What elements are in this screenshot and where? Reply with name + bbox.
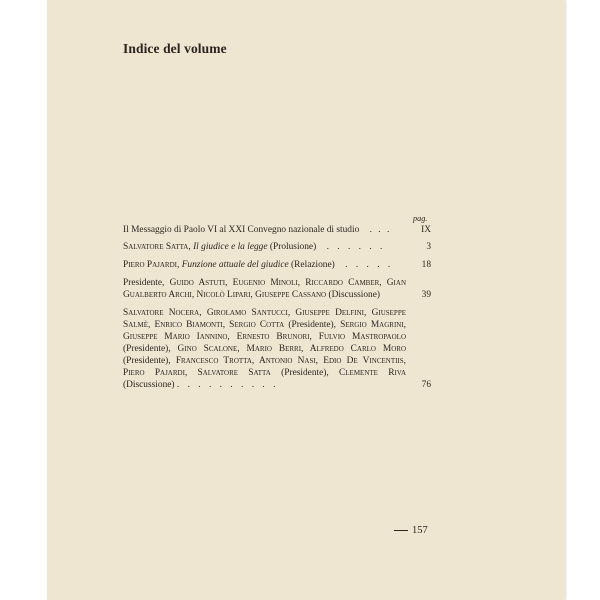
page-folio: [394, 525, 428, 536]
entry-text: Il Messaggio di Paolo VI al XXI Convegno nazionale di studio: [123, 225, 360, 235]
page-column-label: pag.: [413, 214, 428, 223]
entry-title: Il giudice e la legge: [193, 242, 268, 252]
entry-role: (Presidente),: [281, 368, 329, 378]
entry-names: Salvatore Nocera, Girolamo Santucci, Giuseppe Delfini, Giuseppe Salmè, Enrico Biamonti, Sergio Cotta: [123, 308, 406, 330]
entry-role: (Presidente),: [123, 356, 171, 366]
entry-lead: Presidente,: [123, 278, 165, 288]
leader-dots: . . . . . . . . . .: [176, 380, 279, 390]
entry-author: Salvatore Satta,: [123, 242, 191, 252]
folio-number: 157: [412, 525, 428, 536]
toc-entry: [123, 277, 431, 301]
entry-note: (Discussione): [328, 290, 381, 300]
entry-names: Sergio Magrini, Giuseppe Mario Iannino, Ernesto Brunori, Fulvio Mastropaolo: [123, 320, 407, 342]
page-number: 39: [421, 290, 431, 300]
entry-note: (Discussione): [123, 380, 175, 390]
entry-names: Francesco Trotta, Antonio Nasi, Edio De Vincentiis, Piero Pajardi, Salvatore Satta: [123, 356, 406, 378]
toc-entry: [123, 307, 431, 391]
toc-entry: [123, 241, 431, 253]
entry-role: (Presidente),: [123, 344, 171, 354]
toc-entry: [123, 259, 431, 271]
entry-note: (Prolusione): [269, 242, 317, 252]
page-number: 18: [421, 260, 431, 270]
entry-names: Gino Scalone, Mario Berri, Alfredo Carlo Moro: [177, 344, 407, 354]
page-title: Indice del volume: [123, 41, 227, 56]
page-number: IX: [421, 225, 431, 235]
page-number: 3: [426, 242, 431, 252]
entry-names: Clemente Riva: [339, 368, 407, 378]
page-number: 76: [421, 380, 431, 390]
entry-role: (Presidente),: [288, 320, 336, 330]
entry-note: (Relazione): [291, 260, 335, 270]
entry-title: Funzione attuale del giudice: [181, 260, 289, 270]
table-of-contents: [123, 224, 431, 394]
leader-dots: . . . . . .: [326, 242, 386, 252]
entry-author: Piero Pajardi,: [123, 260, 180, 270]
folio-dash: [394, 530, 408, 531]
leader-dots: . . .: [369, 225, 392, 235]
toc-entry: [123, 224, 431, 236]
entry-names: Guido Astuti, Eugenio Minoli, Riccardo Camber, Gian Gualberto Archi, Nicolò Lipari, Giuseppe Cassano: [123, 278, 407, 300]
leader-dots: . . . . .: [345, 260, 394, 270]
